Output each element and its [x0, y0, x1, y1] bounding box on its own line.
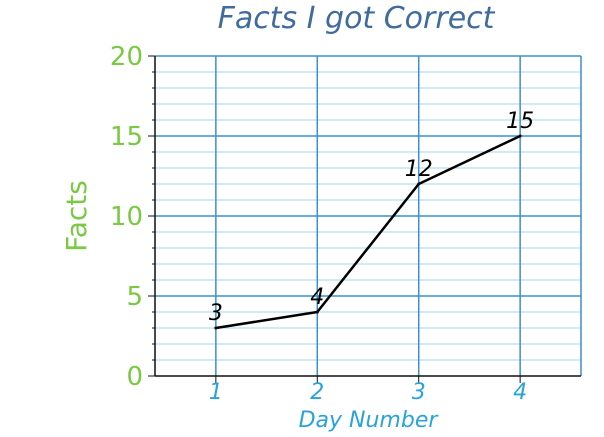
tick-labels — [110, 42, 527, 405]
data-point — [519, 135, 522, 138]
y-tick-label: 0 — [126, 362, 143, 392]
data-labels — [209, 109, 534, 326]
y-axis-label: Facts — [60, 180, 93, 252]
y-tick-label: 5 — [126, 282, 143, 312]
y-tick-label: 20 — [109, 42, 143, 72]
data-label: 4 — [310, 285, 325, 310]
data-label: 15 — [506, 109, 535, 134]
x-tick-label: 3 — [411, 380, 426, 405]
y-tick-label: 10 — [109, 202, 143, 232]
axes — [148, 56, 581, 383]
data-point — [214, 327, 217, 330]
x-tick-label: 2 — [310, 380, 325, 405]
data-point — [417, 183, 420, 186]
x-tick-label: 1 — [208, 380, 223, 405]
x-tick-label: 4 — [513, 380, 528, 405]
data-point — [316, 311, 319, 314]
x-axis-label: Day Number — [298, 408, 438, 433]
data-label: 12 — [404, 157, 433, 182]
chart-title: Facts I got Correct — [217, 1, 495, 36]
data-label: 3 — [208, 301, 223, 326]
y-tick-label: 15 — [109, 122, 143, 152]
